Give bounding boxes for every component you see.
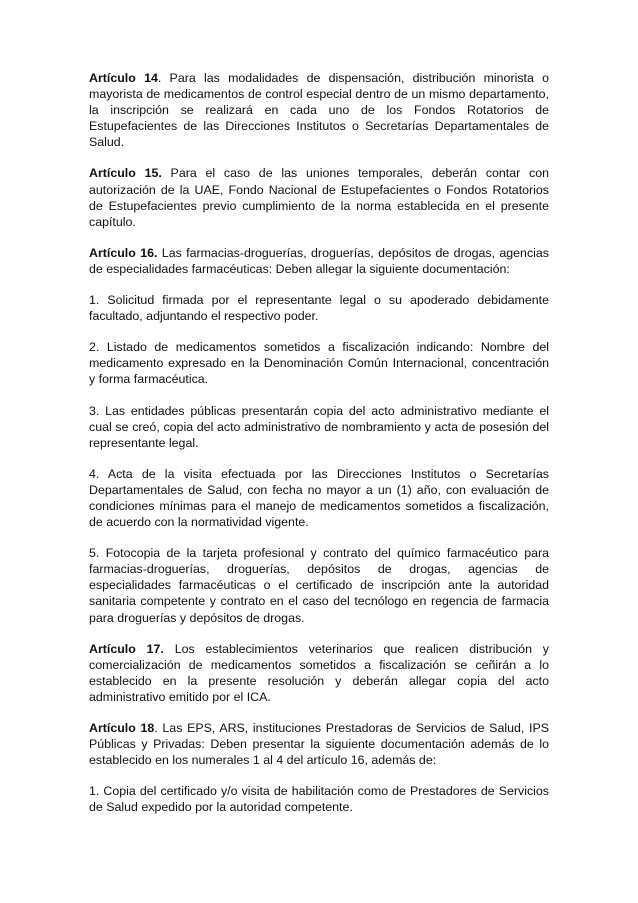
article-heading: Artículo 14 (89, 71, 158, 85)
paragraph-text: 2. Listado de medicamentos sometidos a fiscalización indicando: Nombre del medicamento expresado en la Denominación Común Internacional, concentración y forma farmacéutica. (89, 340, 549, 387)
list-item (89, 403, 549, 451)
article-heading: Artículo 18 (89, 721, 155, 735)
list-item (89, 292, 549, 324)
paragraph-text: 3. Las entidades públicas presentarán copia del acto administrativo mediante el cual se creó, copia del acto administrativo de nombramiento y acta de posesión del representante legal. (89, 403, 549, 450)
paragraph-text: 5. Fotocopia de la tarjeta profesional y contrato del químico farmacéutico para farmacias-droguerías, droguerías, depósitos de drogas, agencias de especialidades farmacéuticas o el certificado de inscripción ante la autoridad sanitaria competente y contrato en el caso del tecnólogo en regencia de farmacia para droguerías y depósitos de drogas. (89, 546, 549, 625)
list-item (89, 339, 549, 387)
paragraph-text: 4. Acta de la visita efectuada por las Direcciones Institutos o Secretarías Departamentales de Salud, con fecha no mayor a un (1) año, con evaluación de condiciones mínimas para el manejo de medicamentos sometidos a fiscalización, de acuerdo con la normatividad vigente. (89, 466, 549, 530)
list-item (89, 545, 549, 625)
article-heading: Artículo 17. (89, 641, 164, 656)
paragraph-text: Los establecimientos veterinarios que realicen distribución y comercialización de medicamentos sometidos a fiscalización se ceñirán a lo establecido en la presente resolución y deberán allegar copia del acto administrativo emitido por el ICA. (89, 641, 549, 704)
paragraph-text: 1. Solicitud firmada por el representante legal o su apoderado debidamente facultado, adjuntando el respectivo poder. (89, 293, 549, 324)
article-14-paragraph (89, 70, 549, 150)
article-heading: Artículo 15. (89, 166, 162, 181)
article-heading: Artículo 16. (89, 245, 158, 260)
article-17-paragraph (89, 641, 549, 705)
article-18-paragraph (89, 720, 549, 768)
list-item (89, 466, 549, 530)
article-16-paragraph (89, 245, 549, 277)
paragraph-text: Las farmacias-droguerías, droguerías, depósitos de drogas, agencias de especialidades farmacéuticas: Deben allegar la siguiente documentación: (89, 245, 549, 276)
article-15-paragraph (89, 165, 549, 229)
paragraph-text: . Para las modalidades de dispensación, distribución minorista o mayorista de medicamentos de control especial dentro de un mismo departamento, la inscripción se realizará en cada uno de los Fondos Rotatorios de Estupefacientes de las Direcciones Institutos o Secretarías Departamentales de Salud. (89, 71, 549, 150)
paragraph-text: 1. Copia del certificado y/o visita de habilitación como de Prestadores de Servicios de Salud expedido por la autoridad competente. (89, 784, 549, 815)
paragraph-text: . Las EPS, ARS, instituciones Prestadoras de Servicios de Salud, IPS Públicas y Privadas: Deben presentar la siguiente documentación además de lo establecido en los numerales 1 al 4 del artículo 16, además de: (89, 721, 549, 768)
list-item (89, 783, 549, 815)
document-page (89, 70, 549, 830)
paragraph-text: Para el caso de las uniones temporales, deberán contar con autorización de la UAE, Fondo Nacional de Estupefacientes o Fondos Rotatorios de Estupefacientes previo cumplimiento de la norma establecida en el presente capítulo. (89, 166, 549, 229)
